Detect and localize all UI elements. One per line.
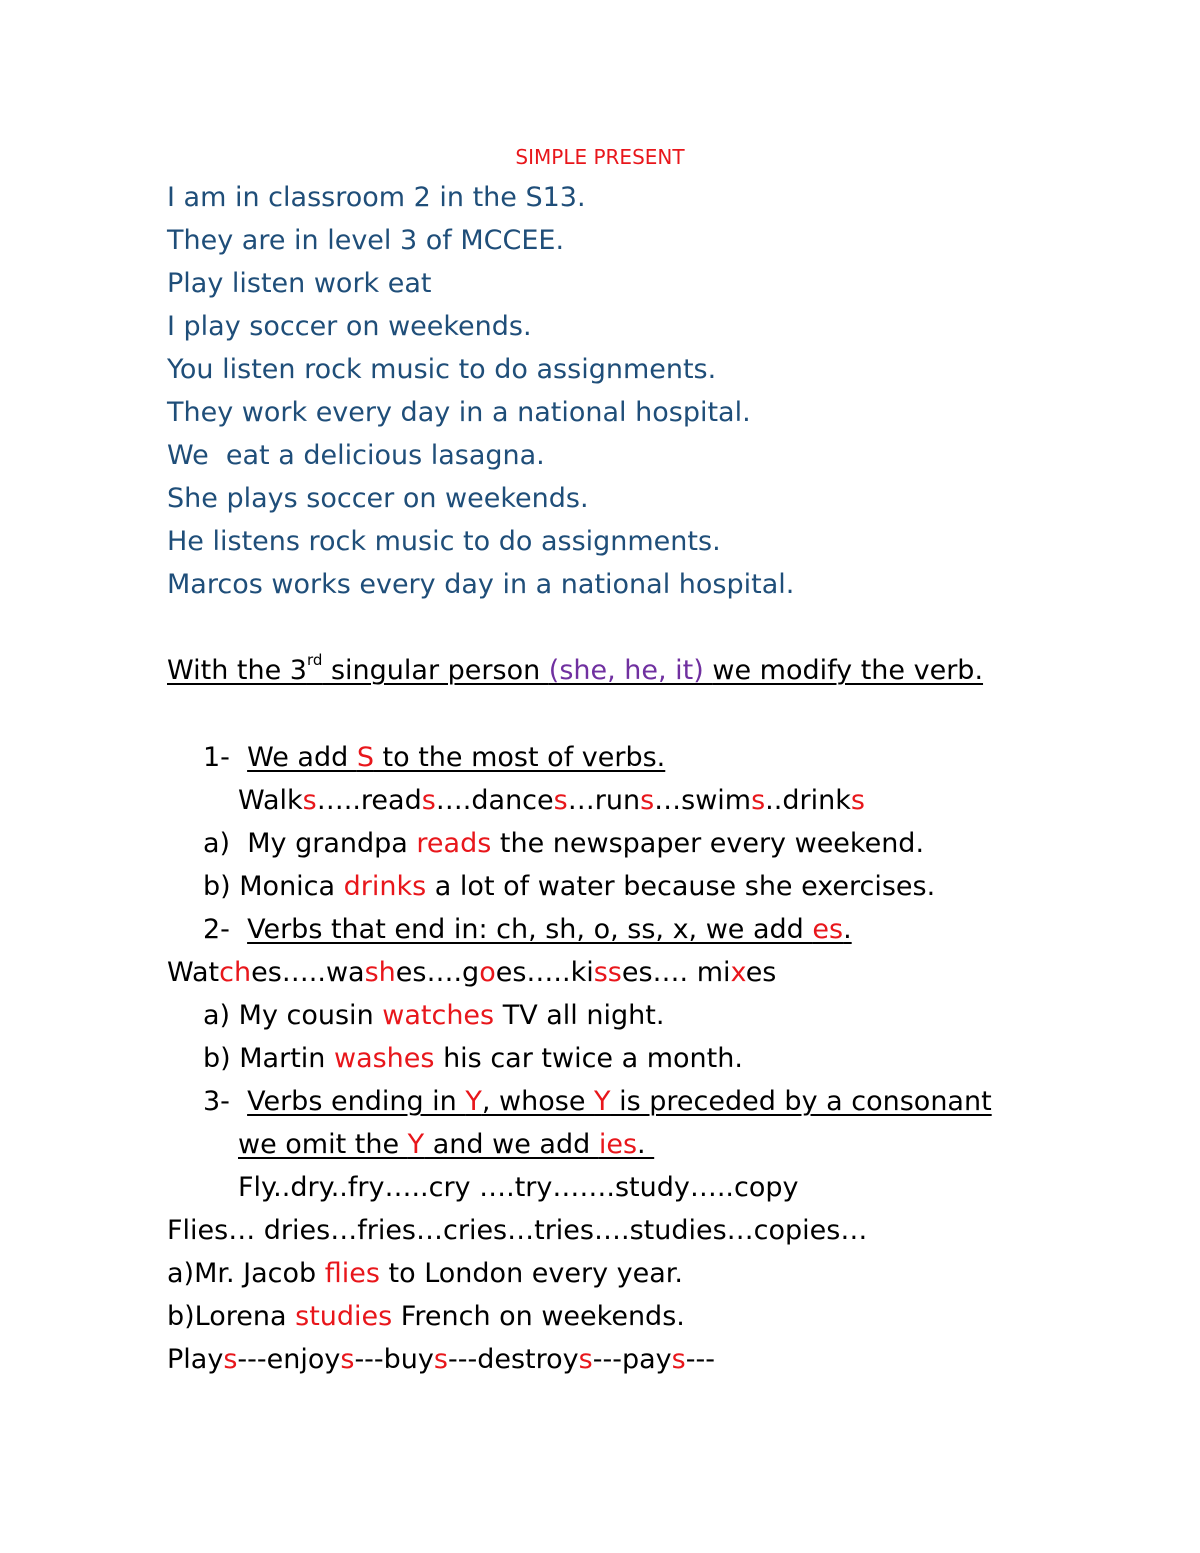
verb-suffix: s [850, 785, 865, 816]
verb-separator: …. [426, 957, 463, 988]
rule-1-example-b: b) Monica drinks a lot of water because she exercises. [203, 871, 936, 902]
rule-heading [167, 651, 984, 686]
pronoun-list: (she, he, it) [548, 655, 713, 686]
rule-2-heading: 2- Verbs that end in: ch, sh, o, ss, x, we add es. [203, 914, 852, 945]
verb-stem: Walk [238, 785, 303, 816]
example-verb: washes [333, 1043, 435, 1074]
example-verb: studies [295, 1301, 393, 1332]
example-verb: reads [416, 828, 492, 859]
rule-3-base-verbs: Fly..dry..fry…..cry ….try…….study…..copy [238, 1172, 799, 1203]
verb-suffix: o [479, 957, 496, 988]
rule-3-example-b: b)Lorena studies French on weekends. [167, 1301, 685, 1332]
verb-ending: es [621, 957, 653, 988]
verb-stem: dance [471, 785, 554, 816]
rule-text: to the most of verbs. [373, 742, 666, 773]
rule-heading-text: With the 3 [167, 655, 307, 686]
verb-stem: buy [383, 1344, 434, 1375]
page-title: SIMPLE PRESENT [515, 145, 685, 169]
verb-ending: es [495, 957, 527, 988]
verb-separator: ….. [281, 957, 326, 988]
intro-line: He listens rock music to do assignments. [167, 526, 721, 557]
suffix-highlight: ies [598, 1129, 638, 1160]
verb-stem: Play [167, 1344, 224, 1375]
rule-1-example-a: a) My grandpa reads the newspaper every weekend. [203, 828, 925, 859]
verb-separator: …. [652, 957, 697, 988]
verb-separator: … [654, 785, 682, 816]
rule-text: We add [247, 742, 357, 773]
rule-number: 2- [203, 914, 230, 945]
vowel-y-verb-list [167, 1346, 715, 1373]
example-verb: drinks [343, 871, 427, 902]
rule-number: 1- [203, 742, 230, 773]
letter-highlight: Y [594, 1086, 611, 1117]
verb-separator: ….. [316, 785, 361, 816]
intro-line: They work every day in a national hospital. [167, 397, 751, 428]
example-verb: watches [382, 1000, 495, 1031]
rule-2-verb-list [167, 959, 776, 986]
verb-suffix: s [640, 785, 655, 816]
verb-suffix: s [421, 785, 436, 816]
verb-stem: pay [621, 1344, 672, 1375]
verb-suffix: s [578, 1344, 593, 1375]
verb-separator: --- [685, 1344, 715, 1375]
verb-ending: es [745, 957, 777, 988]
verb-stem: run [594, 785, 641, 816]
letter-highlight: Y [465, 1086, 482, 1117]
intro-line: They are in level 3 of MCCEE. [167, 225, 565, 256]
verb-stem: drink [782, 785, 851, 816]
rule-1-heading [203, 744, 665, 771]
verb-separator: … [567, 785, 595, 816]
verb-suffix: s [340, 1344, 355, 1375]
rule-1-verb-list [238, 787, 865, 814]
verb-stem: mi [696, 957, 731, 988]
suffix-highlight: es [812, 914, 844, 945]
intro-line: Play listen work eat [167, 268, 432, 299]
verb-stem: enjoy [266, 1344, 341, 1375]
rule-heading-text: singular person [322, 655, 549, 686]
verb-separator: --- [592, 1344, 622, 1375]
verb-ending: es [251, 957, 282, 988]
rule-text: Verbs that end in: ch, sh, o, ss, x, we add [247, 914, 813, 945]
verb-stem: Wat [167, 957, 220, 988]
verb-separator: .. [765, 785, 783, 816]
verb-suffix: ch [219, 957, 252, 988]
verb-stem: wa [325, 957, 365, 988]
intro-line: Marcos works every day in a national hospital. [167, 569, 795, 600]
verb-suffix: sh [364, 957, 396, 988]
verb-stem: destroy [477, 1344, 579, 1375]
verb-separator: --- [237, 1344, 267, 1375]
rule-3-heading-cont: we omit the Y and we add ies. [238, 1129, 655, 1160]
ordinal-suffix: rd [306, 651, 323, 669]
rule-3-example-a: a)Mr. Jacob flies to London every year. [167, 1258, 683, 1289]
intro-line: You listen rock music to do assignments. [167, 354, 717, 385]
verb-suffix: s [751, 785, 766, 816]
rule-2-example-a: a) My cousin watches TV all night. [203, 1000, 665, 1031]
verb-separator: …. [435, 785, 472, 816]
verb-separator: ….. [526, 957, 571, 988]
rule-heading-text: we modify the verb. [712, 655, 984, 686]
verb-stem: read [360, 785, 422, 816]
rule-2-example-b: b) Martin washes his car twice a month. [203, 1043, 743, 1074]
rule-3-heading: 3- Verbs ending in Y, whose Y is preceded by a consonant [203, 1086, 992, 1117]
intro-line: We eat a delicious lasagna. [167, 440, 545, 471]
intro-line: She plays soccer on weekends. [167, 483, 589, 514]
verb-suffix: s [302, 785, 317, 816]
intro-line: I play soccer on weekends. [167, 311, 532, 342]
verb-separator: --- [447, 1344, 478, 1375]
verb-suffix: x [730, 957, 746, 988]
example-verb: flies [324, 1258, 380, 1289]
verb-ending: es [395, 957, 427, 988]
letter-highlight: Y [407, 1129, 425, 1160]
verb-separator: --- [354, 1344, 384, 1375]
suffix-highlight: S [356, 742, 374, 773]
verb-stem: ki [570, 957, 594, 988]
rule-3-ies-verbs: Flies… dries…fries…cries…tries….studies…copies… [167, 1215, 868, 1246]
rule-number: 3- [203, 1086, 230, 1117]
verb-stem: swim [681, 785, 752, 816]
verb-suffix: ss [593, 957, 622, 988]
intro-line: I am in classroom 2 in the S13. [167, 182, 586, 213]
verb-suffix: s [671, 1344, 686, 1375]
verb-suffix: s [223, 1344, 238, 1375]
verb-suffix: s [433, 1344, 448, 1375]
verb-suffix: s [553, 785, 568, 816]
verb-stem: g [462, 957, 480, 988]
